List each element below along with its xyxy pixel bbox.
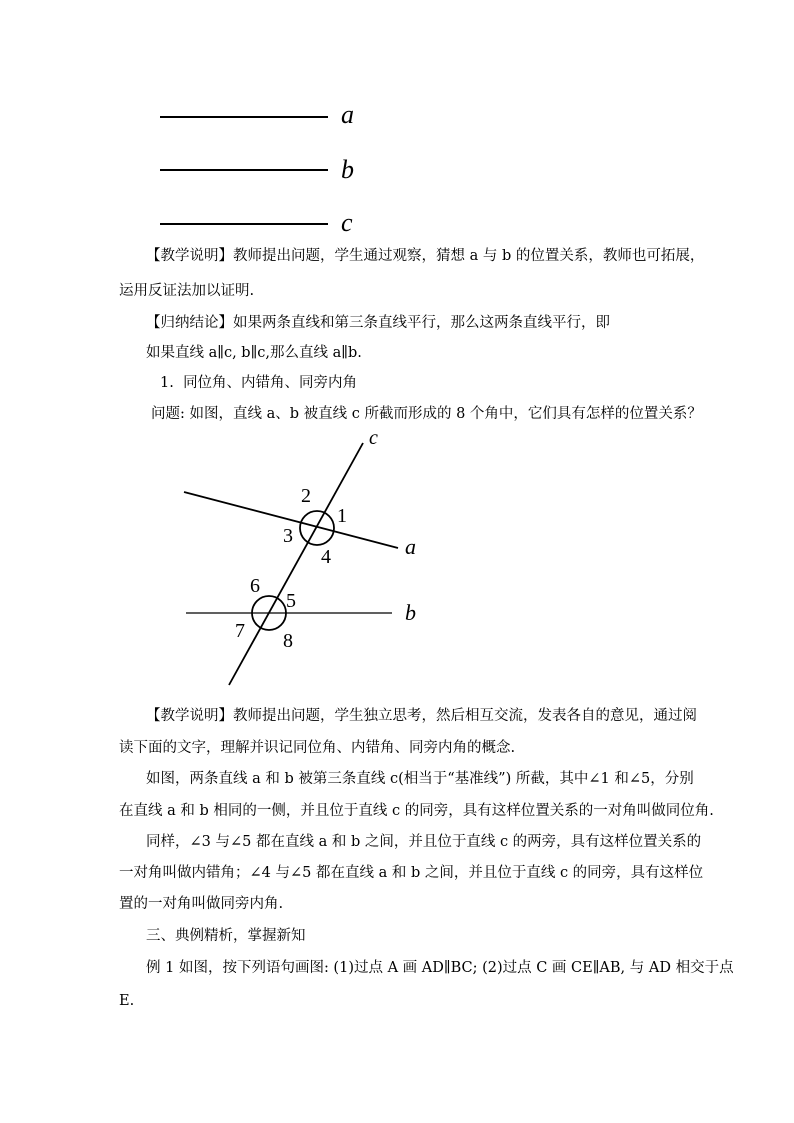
teaching-note-1-line2: 运用反证法加以证明.: [119, 283, 255, 299]
question-text: 问题: 如图，直线 a、b 被直线 c 所截而形成的 8 个角中，它们具有怎样的位置关系？: [151, 406, 702, 422]
angle-label-6: 6: [250, 575, 260, 597]
angle-circle-top: [300, 511, 334, 545]
alternate-angles-line2: 一对角叫做内错角；∠4 与∠5 都在直线 a 和 b 之间，并且位于直线 c 的同旁，具有这样位: [119, 865, 704, 881]
label-c: c: [341, 208, 353, 237]
angle-label-7: 7: [235, 620, 245, 642]
heading-number: 1.: [160, 375, 174, 391]
corresponding-angles-line1: 如图，两条直线 a 和 b 被第三条直线 c(相当于“基准线”) 所截，其中∠1 和∠5，分别: [146, 771, 694, 787]
angle-label-8: 8: [283, 630, 293, 652]
angle-label-2: 2: [301, 485, 311, 507]
section-heading-2: 三、典例精析，掌握新知: [146, 928, 306, 944]
angle-label-5: 5: [286, 590, 296, 612]
label-a-fig2: a: [405, 534, 416, 559]
teaching-note-2-line2: 读下面的文字，理解并识记同位角、内错角、同旁内角的概念.: [119, 740, 516, 756]
alternate-angles-line1: 同样，∠3 与∠5 都在直线 a 和 b 之间，并且位于直线 c 的两旁，具有这样位置关系的: [146, 834, 702, 850]
teaching-note-2-line1: 【教学说明】教师提出问题，学生独立思考，然后相互交流，发表各自的意见，通过阅: [146, 708, 697, 724]
conclusion-line2: 如果直线 a∥c, b∥c,那么直线 a∥b.: [146, 345, 362, 361]
alternate-angles-line3: 置的一对角叫做同旁内角.: [119, 896, 284, 912]
angle-label-1: 1: [337, 505, 347, 527]
label-b-fig2: b: [405, 600, 416, 625]
label-c-fig2: c: [369, 427, 378, 449]
transversal-line-c: [229, 443, 363, 685]
conclusion-line1: 【归纳结论】如果两条直线和第三条直线平行，那么这两条直线平行，即: [146, 315, 610, 331]
label-b: b: [341, 155, 354, 184]
teaching-note-1-line1: 【教学说明】教师提出问题，学生通过观察，猜想 a 与 b 的位置关系，教师也可拓展，: [146, 248, 705, 264]
example-line1: 例 1 如图，按下列语句画图: (1)过点 A 画 AD∥BC; (2)过点 C 画 CE∥AB, 与 AD 相交于点: [146, 960, 734, 976]
example-line2: E.: [119, 993, 135, 1009]
corresponding-angles-line2: 在直线 a 和 b 相同的一侧，并且位于直线 c 的同旁，具有这样位置关系的一对角叫做同位角.: [119, 803, 714, 819]
angle-label-4: 4: [321, 546, 331, 568]
angle-label-3: 3: [283, 525, 293, 547]
heading-text: 同位角、内错角、同旁内角: [183, 375, 358, 391]
label-a: a: [341, 100, 354, 129]
